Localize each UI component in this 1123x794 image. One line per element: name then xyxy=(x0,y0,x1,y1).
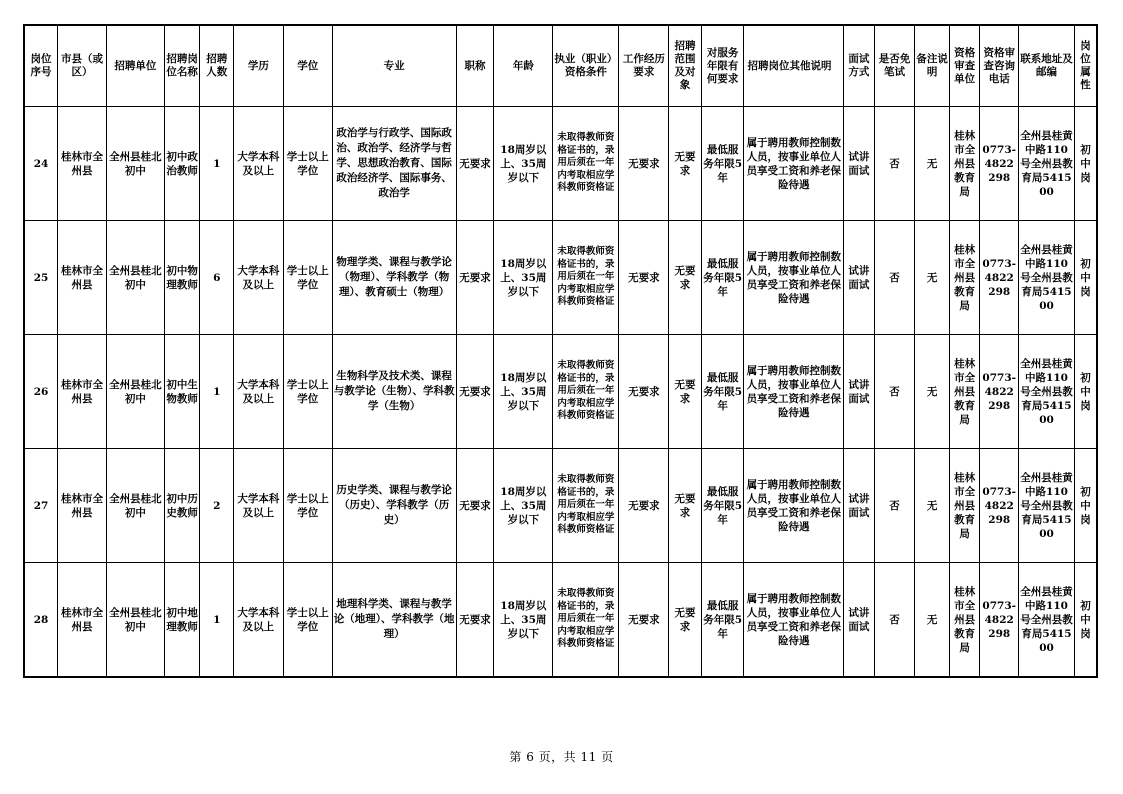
cell-service: 最低服务年限5年 xyxy=(701,335,744,449)
cell-edu: 大学本科及以上 xyxy=(234,221,284,335)
cell-service: 最低服务年限5年 xyxy=(701,221,744,335)
cell-edu: 大学本科及以上 xyxy=(234,563,284,678)
cell-attr: 初中岗 xyxy=(1074,449,1097,563)
cell-review-unit: 桂林市全州县教育局 xyxy=(949,563,980,678)
cell-interview: 试讲面试 xyxy=(844,107,875,221)
header-cell: 岗位序号 xyxy=(24,25,58,107)
cell-address: 全州县桂黄中路110号全州县教育局541500 xyxy=(1019,221,1075,335)
header-cell: 招聘人数 xyxy=(200,25,234,107)
cell-title: 无要求 xyxy=(456,107,494,221)
cell-county: 桂林市全州县 xyxy=(58,107,107,221)
header-cell: 面试方式 xyxy=(844,25,875,107)
cell-degree: 学士以上学位 xyxy=(283,335,332,449)
cell-remark: 无 xyxy=(915,107,950,221)
cell-county: 桂林市全州县 xyxy=(58,335,107,449)
header-cell: 资格审查咨询电话 xyxy=(980,25,1019,107)
cell-no: 28 xyxy=(24,563,58,678)
cell-edu: 大学本科及以上 xyxy=(234,335,284,449)
cell-unit: 全州县桂北初中 xyxy=(106,107,164,221)
table-row xyxy=(24,563,1097,678)
cell-attr: 初中岗 xyxy=(1074,107,1097,221)
cell-address: 全州县桂黄中路110号全州县教育局541500 xyxy=(1019,449,1075,563)
cell-other: 属于聘用教师控制数人员，按事业单位人员享受工资和养老保险待遇 xyxy=(744,335,844,449)
cell-exempt: 否 xyxy=(874,221,915,335)
cell-experience: 无要求 xyxy=(619,449,669,563)
header-cell: 执业（职业）资格条件 xyxy=(553,25,619,107)
cell-interview: 试讲面试 xyxy=(844,563,875,678)
table-header-row xyxy=(24,25,1097,107)
cell-experience: 无要求 xyxy=(619,107,669,221)
cell-age: 18周岁以上、35周岁以下 xyxy=(494,449,553,563)
cell-other: 属于聘用教师控制数人员，按事业单位人员享受工资和养老保险待遇 xyxy=(744,107,844,221)
cell-scope: 无要求 xyxy=(669,107,702,221)
cell-other: 属于聘用教师控制数人员，按事业单位人员享受工资和养老保险待遇 xyxy=(744,221,844,335)
cell-address: 全州县桂黄中路110号全州县教育局541500 xyxy=(1019,335,1075,449)
cell-county: 桂林市全州县 xyxy=(58,449,107,563)
cell-no: 26 xyxy=(24,335,58,449)
cell-address: 全州县桂黄中路110号全州县教育局541500 xyxy=(1019,563,1075,678)
cell-attr: 初中岗 xyxy=(1074,335,1097,449)
cell-phone: 0773-4822298 xyxy=(980,221,1019,335)
cell-experience: 无要求 xyxy=(619,221,669,335)
cell-count: 2 xyxy=(200,449,234,563)
cell-review-unit: 桂林市全州县教育局 xyxy=(949,221,980,335)
cell-no: 25 xyxy=(24,221,58,335)
cell-review-unit: 桂林市全州县教育局 xyxy=(949,335,980,449)
cell-count: 6 xyxy=(200,221,234,335)
cell-major: 历史学类、课程与教学论（历史）、学科教学（历史） xyxy=(332,449,456,563)
cell-major: 地理科学类、课程与教学论（地理）、学科教学（地理） xyxy=(332,563,456,678)
cell-interview: 试讲面试 xyxy=(844,335,875,449)
table-row xyxy=(24,449,1097,563)
cell-attr: 初中岗 xyxy=(1074,221,1097,335)
page-number: 第 6 页，共 11 页 xyxy=(509,750,614,764)
cell-major: 生物科学及技术类、课程与教学论（生物）、学科教学（生物） xyxy=(332,335,456,449)
cell-title: 无要求 xyxy=(456,563,494,678)
cell-scope: 无要求 xyxy=(669,449,702,563)
header-cell: 学历 xyxy=(234,25,284,107)
cell-experience: 无要求 xyxy=(619,563,669,678)
cell-remark: 无 xyxy=(915,563,950,678)
cell-qualification: 未取得教师资格证书的，录用后须在一年内考取相应学科教师资格证 xyxy=(553,449,619,563)
cell-title: 无要求 xyxy=(456,221,494,335)
cell-age: 18周岁以上、35周岁以下 xyxy=(494,107,553,221)
header-cell: 年龄 xyxy=(494,25,553,107)
cell-count: 1 xyxy=(200,563,234,678)
header-cell: 资格审查单位 xyxy=(949,25,980,107)
cell-interview: 试讲面试 xyxy=(844,449,875,563)
cell-service: 最低服务年限5年 xyxy=(701,449,744,563)
cell-county: 桂林市全州县 xyxy=(58,221,107,335)
header-cell: 招聘范围及对象 xyxy=(669,25,702,107)
cell-post: 初中历史教师 xyxy=(164,449,200,563)
cell-address: 全州县桂黄中路110号全州县教育局541500 xyxy=(1019,107,1075,221)
cell-edu: 大学本科及以上 xyxy=(234,107,284,221)
cell-count: 1 xyxy=(200,335,234,449)
cell-county: 桂林市全州县 xyxy=(58,563,107,678)
cell-major: 物理学类、课程与教学论（物理）、学科教学（物理）、教育硕士（物理） xyxy=(332,221,456,335)
cell-remark: 无 xyxy=(915,221,950,335)
cell-edu: 大学本科及以上 xyxy=(234,449,284,563)
cell-phone: 0773-4822298 xyxy=(980,335,1019,449)
cell-no: 27 xyxy=(24,449,58,563)
header-cell: 招聘岗位其他说明 xyxy=(744,25,844,107)
cell-scope: 无要求 xyxy=(669,563,702,678)
cell-unit: 全州县桂北初中 xyxy=(106,221,164,335)
cell-degree: 学士以上学位 xyxy=(283,221,332,335)
cell-exempt: 否 xyxy=(874,563,915,678)
cell-post: 初中政治教师 xyxy=(164,107,200,221)
cell-other: 属于聘用教师控制数人员，按事业单位人员享受工资和养老保险待遇 xyxy=(744,563,844,678)
cell-no: 24 xyxy=(24,107,58,221)
header-cell: 是否免笔试 xyxy=(874,25,915,107)
header-cell: 专业 xyxy=(332,25,456,107)
cell-review-unit: 桂林市全州县教育局 xyxy=(949,107,980,221)
cell-attr: 初中岗 xyxy=(1074,563,1097,678)
recruitment-table xyxy=(23,24,1098,678)
cell-qualification: 未取得教师资格证书的，录用后须在一年内考取相应学科教师资格证 xyxy=(553,335,619,449)
header-cell: 学位 xyxy=(283,25,332,107)
header-cell: 职称 xyxy=(456,25,494,107)
header-cell: 备注说明 xyxy=(915,25,950,107)
cell-phone: 0773-4822298 xyxy=(980,563,1019,678)
cell-count: 1 xyxy=(200,107,234,221)
cell-qualification: 未取得教师资格证书的，录用后须在一年内考取相应学科教师资格证 xyxy=(553,563,619,678)
cell-review-unit: 桂林市全州县教育局 xyxy=(949,449,980,563)
header-cell: 招聘单位 xyxy=(106,25,164,107)
cell-phone: 0773-4822298 xyxy=(980,107,1019,221)
cell-exempt: 否 xyxy=(874,107,915,221)
cell-major: 政治学与行政学、国际政治、政治学、经济学与哲学、思想政治教育、国际政治经济学、国际事务、政治学 xyxy=(332,107,456,221)
cell-remark: 无 xyxy=(915,449,950,563)
cell-service: 最低服务年限5年 xyxy=(701,107,744,221)
cell-post: 初中生物教师 xyxy=(164,335,200,449)
cell-qualification: 未取得教师资格证书的，录用后须在一年内考取相应学科教师资格证 xyxy=(553,107,619,221)
cell-age: 18周岁以上、35周岁以下 xyxy=(494,563,553,678)
cell-scope: 无要求 xyxy=(669,335,702,449)
cell-title: 无要求 xyxy=(456,449,494,563)
cell-degree: 学士以上学位 xyxy=(283,563,332,678)
cell-title: 无要求 xyxy=(456,335,494,449)
cell-post: 初中物理教师 xyxy=(164,221,200,335)
cell-experience: 无要求 xyxy=(619,335,669,449)
cell-age: 18周岁以上、35周岁以下 xyxy=(494,221,553,335)
header-cell: 招聘岗位名称 xyxy=(164,25,200,107)
cell-unit: 全州县桂北初中 xyxy=(106,335,164,449)
header-cell: 工作经历要求 xyxy=(619,25,669,107)
cell-scope: 无要求 xyxy=(669,221,702,335)
cell-phone: 0773-4822298 xyxy=(980,449,1019,563)
cell-unit: 全州县桂北初中 xyxy=(106,449,164,563)
cell-qualification: 未取得教师资格证书的，录用后须在一年内考取相应学科教师资格证 xyxy=(553,221,619,335)
header-cell: 岗位属性 xyxy=(1074,25,1097,107)
cell-other: 属于聘用教师控制数人员，按事业单位人员享受工资和养老保险待遇 xyxy=(744,449,844,563)
cell-age: 18周岁以上、35周岁以下 xyxy=(494,335,553,449)
cell-degree: 学士以上学位 xyxy=(283,107,332,221)
cell-remark: 无 xyxy=(915,335,950,449)
table-row xyxy=(24,335,1097,449)
cell-service: 最低服务年限5年 xyxy=(701,563,744,678)
table-row xyxy=(24,107,1097,221)
header-cell: 市县（或区） xyxy=(58,25,107,107)
table-row xyxy=(24,221,1097,335)
cell-unit: 全州县桂北初中 xyxy=(106,563,164,678)
cell-post: 初中地理教师 xyxy=(164,563,200,678)
cell-exempt: 否 xyxy=(874,335,915,449)
header-cell: 对服务年限有何要求 xyxy=(701,25,744,107)
cell-exempt: 否 xyxy=(874,449,915,563)
cell-interview: 试讲面试 xyxy=(844,221,875,335)
header-cell: 联系地址及邮编 xyxy=(1019,25,1075,107)
cell-degree: 学士以上学位 xyxy=(283,449,332,563)
